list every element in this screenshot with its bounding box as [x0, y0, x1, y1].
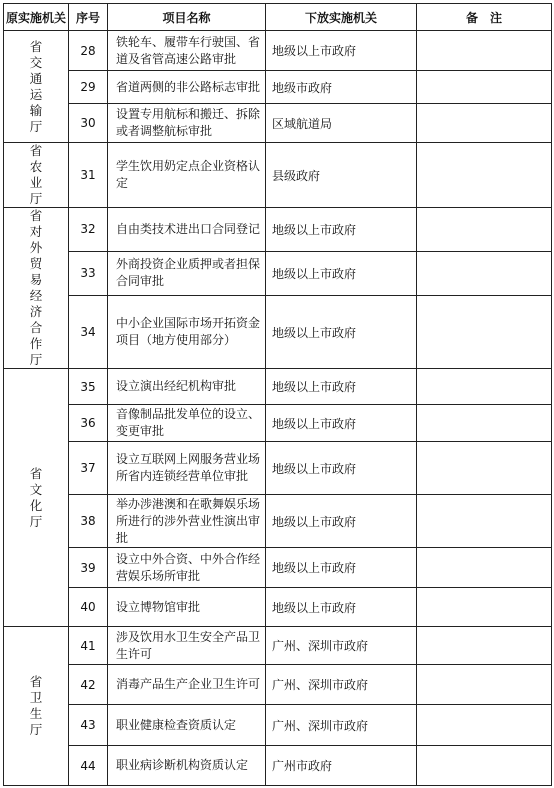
note-cell	[417, 495, 552, 548]
note-cell	[417, 31, 552, 71]
item-name: 学生饮用奶定点企业资格认定	[108, 143, 266, 208]
table-row	[4, 71, 552, 104]
item-number: 37	[69, 442, 108, 495]
item-number: 41	[69, 627, 108, 665]
note-cell	[417, 208, 552, 252]
item-name: 音像制品批发单位的设立、变更审批	[108, 405, 266, 442]
agency-cell	[4, 627, 69, 786]
delegated-agency: 广州、深圳市政府	[266, 665, 417, 705]
item-name: 职业健康检查资质认定	[108, 705, 266, 746]
item-number: 36	[69, 405, 108, 442]
table-row	[4, 627, 552, 665]
agency-name: 省对外贸易经济合作厅	[29, 208, 43, 367]
delegated-agency: 地级以上市政府	[266, 251, 417, 296]
delegated-agency: 区域航道局	[266, 104, 417, 143]
agency-cell	[4, 143, 69, 208]
note-cell	[417, 588, 552, 627]
agency-name: 省农业厅	[29, 143, 43, 206]
agency-cell	[4, 208, 69, 369]
agency-name: 省卫生厅	[29, 674, 43, 737]
delegated-agency: 广州市政府	[266, 746, 417, 786]
delegation-table	[3, 3, 552, 786]
table-row	[4, 369, 552, 405]
delegated-agency: 地级以上市政府	[266, 442, 417, 495]
note-cell	[417, 442, 552, 495]
header-target: 下放实施机关	[266, 4, 417, 31]
item-name: 设立中外合资、中外合作经营娱乐场所审批	[108, 548, 266, 588]
item-number: 35	[69, 369, 108, 405]
delegated-agency: 地级以上市政府	[266, 208, 417, 252]
item-name: 消毒产品生产企业卫生许可	[108, 665, 266, 705]
table-row	[4, 405, 552, 442]
item-number: 32	[69, 208, 108, 252]
header-item: 项目名称	[108, 4, 266, 31]
table-row	[4, 588, 552, 627]
delegated-agency: 县级政府	[266, 143, 417, 208]
delegated-agency: 地级以上市政府	[266, 31, 417, 71]
item-number: 38	[69, 495, 108, 548]
delegated-agency: 地级以上市政府	[266, 405, 417, 442]
header-row	[4, 4, 552, 31]
item-number: 39	[69, 548, 108, 588]
note-cell	[417, 296, 552, 369]
note-cell	[417, 251, 552, 296]
note-cell	[417, 627, 552, 665]
note-cell	[417, 104, 552, 143]
item-number: 43	[69, 705, 108, 746]
table-row	[4, 143, 552, 208]
item-number: 30	[69, 104, 108, 143]
item-number: 40	[69, 588, 108, 627]
header-num: 序号	[69, 4, 108, 31]
delegated-agency: 地级以上市政府	[266, 369, 417, 405]
delegated-agency: 地级以上市政府	[266, 588, 417, 627]
item-number: 34	[69, 296, 108, 369]
table-row	[4, 251, 552, 296]
item-name: 设立博物馆审批	[108, 588, 266, 627]
table-body	[4, 31, 552, 786]
note-cell	[417, 143, 552, 208]
item-number: 33	[69, 251, 108, 296]
table-row	[4, 705, 552, 746]
item-number: 28	[69, 31, 108, 71]
item-name: 设立互联网上网服务营业场所省内连锁经营单位审批	[108, 442, 266, 495]
header-agency: 原实施机关	[4, 4, 69, 31]
item-name: 中小企业国际市场开拓资金项目（地方使用部分）	[108, 296, 266, 369]
item-number: 31	[69, 143, 108, 208]
note-cell	[417, 665, 552, 705]
item-name: 设置专用航标和搬迁、拆除或者调整航标审批	[108, 104, 266, 143]
header-note: 备 注	[417, 4, 552, 31]
table-row	[4, 495, 552, 548]
note-cell	[417, 548, 552, 588]
item-number: 29	[69, 71, 108, 104]
table-row	[4, 296, 552, 369]
delegated-agency: 广州、深圳市政府	[266, 705, 417, 746]
table-row	[4, 665, 552, 705]
table-row	[4, 548, 552, 588]
item-name: 外商投资企业质押或者担保合同审批	[108, 251, 266, 296]
agency-cell	[4, 31, 69, 143]
table-row	[4, 442, 552, 495]
delegated-agency: 广州、深圳市政府	[266, 627, 417, 665]
agency-name: 省文化厅	[29, 465, 43, 529]
delegated-agency: 地级以上市政府	[266, 548, 417, 588]
item-name: 职业病诊断机构资质认定	[108, 746, 266, 786]
note-cell	[417, 705, 552, 746]
note-cell	[417, 369, 552, 405]
note-cell	[417, 746, 552, 786]
item-number: 42	[69, 665, 108, 705]
delegated-agency: 地级以上市政府	[266, 495, 417, 548]
note-cell	[417, 405, 552, 442]
item-name: 铁轮车、履带车行驶国、省道及省管高速公路审批	[108, 31, 266, 71]
table-row	[4, 208, 552, 252]
item-name: 设立演出经纪机构审批	[108, 369, 266, 405]
delegated-agency: 地级市政府	[266, 71, 417, 104]
item-name: 涉及饮用水卫生安全产品卫生许可	[108, 627, 266, 665]
item-number: 44	[69, 746, 108, 786]
table-row	[4, 104, 552, 143]
item-name: 省道两侧的非公路标志审批	[108, 71, 266, 104]
delegated-agency: 地级以上市政府	[266, 296, 417, 369]
table-row	[4, 31, 552, 71]
agency-name: 省交通运输厅	[29, 38, 43, 134]
item-name: 自由类技术进出口合同登记	[108, 208, 266, 252]
item-name: 举办涉港澳和在歌舞娱乐场所进行的涉外营业性演出审批	[108, 495, 266, 548]
agency-cell	[4, 369, 69, 627]
note-cell	[417, 71, 552, 104]
table-row	[4, 746, 552, 786]
